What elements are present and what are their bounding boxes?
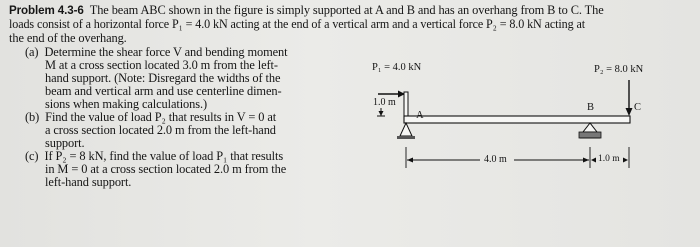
span-bc-label: 1.0 m xyxy=(598,154,620,164)
part-a-label: (a) xyxy=(25,45,39,59)
part-b-line-1: (b) Find the value of load P₂ that results in V = 0 at xyxy=(25,110,277,124)
part-a-line-1: (a) Determine the shear force V and bending moment xyxy=(25,45,288,59)
point-c-label: C xyxy=(634,102,642,113)
arm-length-label: 1.0 m xyxy=(373,97,396,108)
part-c-line-3: left-hand support. xyxy=(45,175,132,189)
part-b-line-3: support. xyxy=(45,136,85,150)
arm-dimension xyxy=(377,108,385,116)
point-a-label: A xyxy=(416,110,424,121)
point-b-label: B xyxy=(587,102,595,113)
vertical-arm xyxy=(404,92,408,116)
intro-line-3: the end of the overhang. xyxy=(9,31,127,45)
intro-text-1: The beam ABC shown in the figure is simply supported at A and B and has an overhang from B to C. The xyxy=(89,3,604,17)
span-dimension xyxy=(406,147,629,168)
p2-force-arrow xyxy=(626,80,633,116)
part-c-line-1: (c) If P₂ = 8 kN, find the value of load P₁ that results xyxy=(25,149,284,163)
part-b-line-2: a cross section located 2.0 m from the left-hand xyxy=(45,123,276,137)
part-a-line-2: M at a cross section located 3.0 m from the left- xyxy=(45,58,278,72)
pin-support-a xyxy=(397,123,415,139)
part-c-line-2: in M = 0 at a cross section located 2.0 m from the xyxy=(45,162,287,176)
part-a-line-4: beam and vertical arm and use centerline dimen- xyxy=(45,84,282,98)
span-ab-label: 4.0 m xyxy=(484,154,507,165)
p1-label: P₁ = 4.0 kN xyxy=(372,62,422,73)
part-a-line-3: hand support. (Note: Disregard the widths of the xyxy=(45,71,281,85)
roller-support-b xyxy=(579,123,601,138)
intro-line-2: loads consist of a horizontal force P₁ = 4.0 kN acting at the end of a vertical arm and a vertical force P₂ = 8.0 kN acting at xyxy=(9,17,586,31)
p2-label: P₂ = 8.0 kN xyxy=(594,64,644,75)
part-c-label: (c) xyxy=(25,149,39,163)
part-b-label: (b) xyxy=(25,110,40,124)
beam xyxy=(404,116,630,123)
part-a-line-5: sions when making calculations.) xyxy=(45,97,207,111)
problem-number: Problem 4.3-6 xyxy=(9,4,84,17)
